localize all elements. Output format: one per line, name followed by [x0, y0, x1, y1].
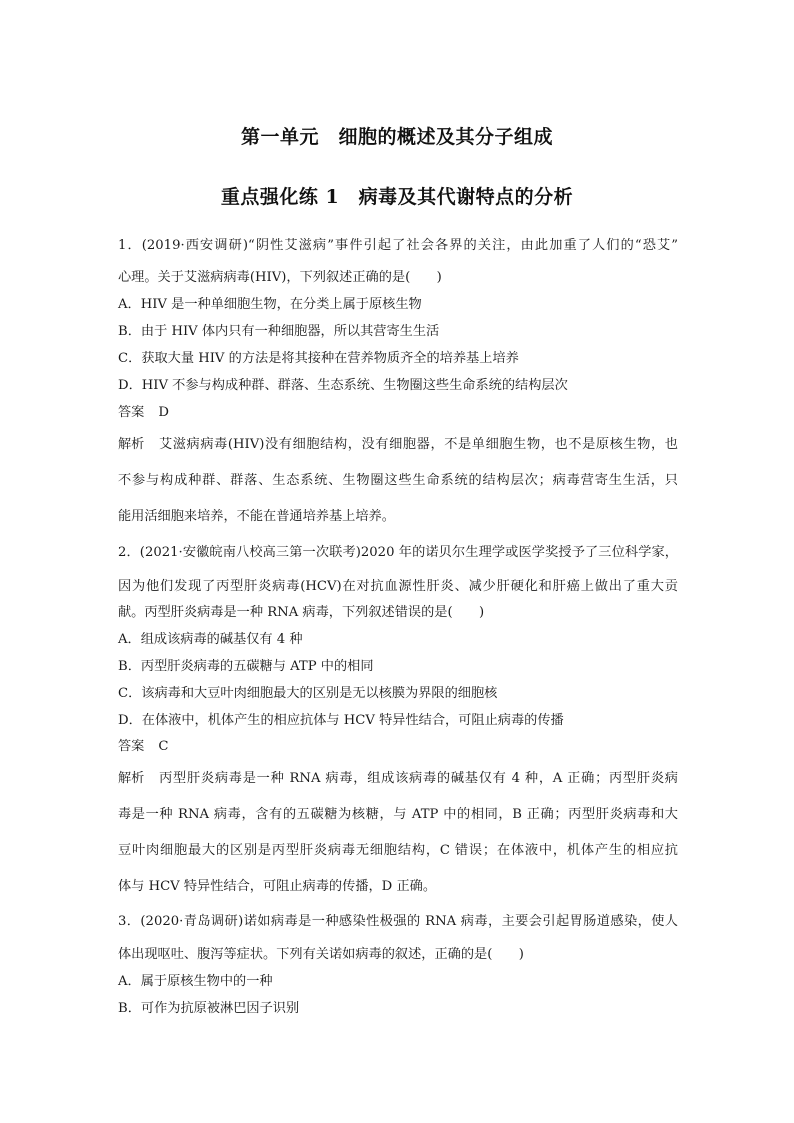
- analysis-text: 艾滋病病毒(HIV)没有细胞结构，没有细胞器，不是单细胞生物，也不是原核生物，也: [158, 437, 678, 452]
- question-1-option-d: D．HIV 不参与构成种群、群落、生态系统、生物圈这些生命系统的结构层次: [118, 378, 568, 393]
- question-2-stem-line-2: 因为他们发现了丙型肝炎病毒(HCV)在对抗血源性肝炎、减少肝硬化和肝癌上做出了重大贡: [118, 579, 678, 594]
- question-2-option-c: C．该病毒和大豆叶肉细胞最大的区别是无以核膜为界限的细胞核: [118, 686, 498, 701]
- analysis-text: 丙型肝炎病毒是一种 RNA 病毒，组成该病毒的碱基仅有 4 种，A 正确；丙型肝炎病: [158, 771, 678, 786]
- question-1-analysis-line-2: 不参与构成种群、群落、生态系统、生物圈这些生命系统的结构层次；病毒营寄生生活，只: [118, 473, 678, 488]
- question-1-option-c: C．获取大量 HIV 的方法是将其接种在营养物质齐全的培养基上培养: [118, 351, 519, 366]
- question-2-stem-line-1: 2．(2021·安徽皖南八校高三第一次联考)2020 年的诺贝尔生理学或医学奖授予了三位科学家，: [118, 545, 678, 560]
- analysis-label: 解析: [118, 771, 145, 786]
- question-2-stem-line-3: 献。丙型肝炎病毒是一种 RNA 病毒，下列叙述错误的是( ): [118, 605, 485, 620]
- question-2-analysis-line-1: [118, 771, 678, 787]
- question-2-analysis-line-3: 豆叶肉细胞最大的区别是丙型肝炎病毒无细胞结构，C 错误；在体液中，机体产生的相应抗: [118, 843, 678, 858]
- question-1-stem-line-1: 1．(2019·西安调研)“阴性艾滋病”事件引起了社会各界的关注，由此加重了人们的“恐艾”: [118, 238, 678, 253]
- question-1-option-b: B．由于 HIV 体内只有一种细胞器，所以其营寄生生活: [118, 324, 440, 339]
- answer-value: C: [158, 739, 169, 754]
- question-1-analysis-line-1: [118, 437, 678, 453]
- analysis-label: 解析: [118, 437, 145, 452]
- question-1-analysis-line-3: 能用活细胞来培养，不能在普通培养基上培养。: [118, 509, 395, 524]
- answer-label: 答案: [118, 405, 145, 420]
- question-3-stem-line-1: 3．(2020·青岛调研)诺如病毒是一种感染性极强的 RNA 病毒，主要会引起胃肠道感染，使人: [118, 914, 678, 929]
- question-3-option-b: B．可作为抗原被淋巴因子识别: [118, 1001, 300, 1016]
- question-2-answer: [118, 739, 168, 755]
- question-2-analysis-line-2: 毒是一种 RNA 病毒，含有的五碳糖为核糖，与 ATP 中的相同，B 正确；丙型肝炎病毒和大: [118, 807, 678, 822]
- question-2-analysis-line-4: 体与 HCV 特异性结合，可阻止病毒的传播，D 正确。: [118, 879, 437, 894]
- question-1-option-a: A．HIV 是一种单细胞生物，在分类上属于原核生物: [118, 297, 422, 312]
- section-title: 重点强化练 1 病毒及其代谢特点的分析: [220, 186, 574, 208]
- question-3-option-a: A．属于原核生物中的一种: [118, 974, 273, 989]
- answer-label: 答案: [118, 739, 145, 754]
- question-2-option-d: D．在体液中，机体产生的相应抗体与 HCV 特异性结合，可阻止病毒的传播: [118, 713, 564, 728]
- answer-value: D: [158, 405, 169, 420]
- unit-title: 第一单元 细胞的概述及其分子组成: [240, 126, 553, 148]
- question-1-answer: [118, 405, 169, 421]
- question-1-stem-line-2: 心理。关于艾滋病病毒(HIV)，下列叙述正确的是( ): [118, 270, 442, 285]
- question-2-option-b: B．丙型肝炎病毒的五碳糖与 ATP 中的相同: [118, 659, 374, 674]
- question-3-stem-line-2: 体出现呕吐、腹泻等症状。下列有关诺如病毒的叙述，正确的是( ): [118, 947, 524, 962]
- question-2-option-a: A．组成该病毒的碱基仅有 4 种: [118, 632, 303, 647]
